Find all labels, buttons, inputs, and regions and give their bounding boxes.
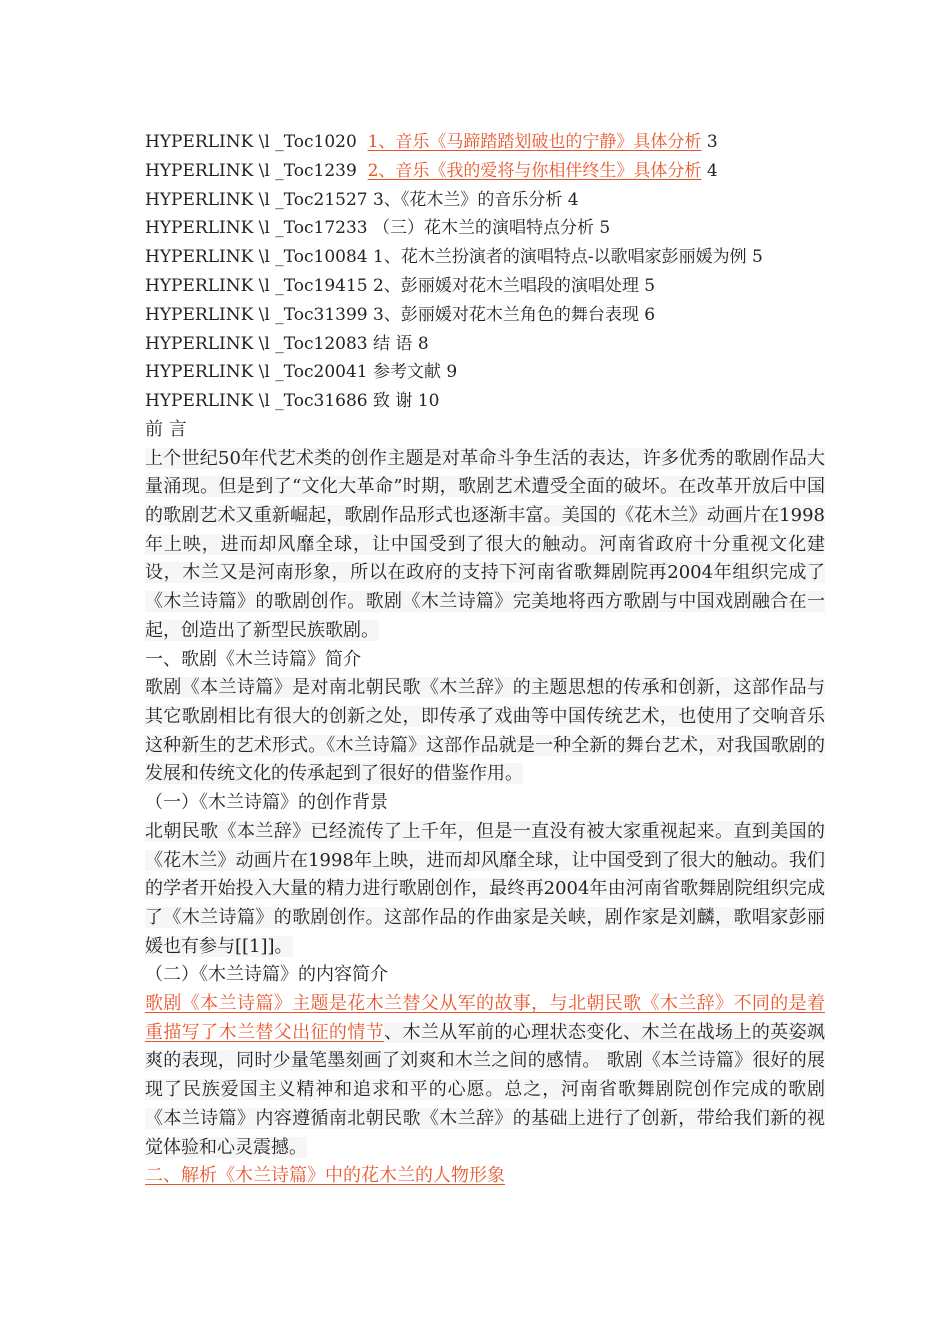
subsection-2-link-text[interactable]: 歌剧《本兰诗篇》主题是花木兰替父从军的故事，与北朝民歌《木兰辞》不同的是着重描写了木兰替父出征的情节 <box>145 993 825 1043</box>
subsection-1-heading-text: （一）《木兰诗篇》的创作背景 <box>145 792 388 814</box>
table-of-contents <box>145 128 825 416</box>
toc-link[interactable]: 1、音乐《马蹄踏踏划破也的宁静》具体分析 <box>367 132 702 152</box>
toc-field-code: HYPERLINK \l _Toc12083 <box>145 333 368 354</box>
subsection-2-body <box>145 990 825 1162</box>
section-2-heading-link[interactable]: 二、解析《木兰诗篇》中的花木兰的人物形象 <box>145 1165 505 1187</box>
toc-page-number: 6 <box>644 304 656 325</box>
toc-title: 2、彭丽媛对花木兰唱段的演唱处理 <box>373 275 639 296</box>
toc-entry[interactable] <box>145 157 825 186</box>
toc-title: 致 谢 <box>373 391 413 412</box>
section-2-heading <box>145 1162 825 1191</box>
toc-entry[interactable] <box>145 301 825 330</box>
toc-title: 3、《花木兰》的音乐分析 <box>373 189 563 210</box>
toc-page-number: 5 <box>644 275 656 296</box>
toc-title: 结 语 <box>373 333 413 354</box>
document-page <box>145 128 825 1191</box>
subsection-2-heading-text: （二）《木兰诗篇》的内容简介 <box>145 964 388 986</box>
subsection-2-heading <box>145 961 825 990</box>
section-1-body <box>145 674 825 789</box>
toc-field-code: HYPERLINK \l _Toc10084 <box>145 247 368 268</box>
toc-field-code: HYPERLINK \l _Toc19415 <box>145 275 368 296</box>
preface-heading: 前 言 <box>145 418 187 440</box>
toc-link[interactable]: 2、音乐《我的爱将与你相伴终生》具体分析 <box>367 160 702 181</box>
toc-page-number: 5 <box>751 247 763 268</box>
toc-entry[interactable] <box>145 186 825 215</box>
subsection-1-body <box>145 818 825 962</box>
preface-body <box>145 445 825 646</box>
section-1-heading: 一、歌剧《木兰诗篇》简介 <box>145 648 361 670</box>
toc-entry[interactable] <box>145 272 825 301</box>
subsection-1-text: 北朝民歌《本兰辞》已经流传了上千年，但是一直没有被大家重视起来。直到美国的《花木兰》动画片在1998年上映，进而却风靡全球，让中国受到了很大的触动。我们的学者开始投入大量的精力进行歌剧创作，最终再2004年由河南省歌舞剧院组织完成了《木兰诗篇》的歌剧创作。这部作品的作曲家是关峡，剧作家是刘麟，歌唱家彭丽媛也有参与[[1]]。 <box>145 820 825 957</box>
toc-title: 1、花木兰扮演者的演唱特点-以歌唱家彭丽媛为例 <box>373 247 747 268</box>
toc-entry[interactable] <box>145 358 825 387</box>
toc-entry[interactable] <box>145 214 825 243</box>
toc-page-number: 5 <box>599 218 611 239</box>
toc-page-number: 8 <box>417 333 429 354</box>
toc-field-code: HYPERLINK \l _Toc20041 <box>145 362 368 383</box>
toc-entry[interactable] <box>145 387 825 416</box>
toc-field-code: HYPERLINK \l _Toc1239 <box>145 160 357 181</box>
preface-text: 上个世纪50年代艺术类的创作主题是对革命斗争生活的表达，许多优秀的歌剧作品大量涌现。但是到了“文化大革命”时期，歌剧艺术遭受全面的破坏。在改革开放后中国的歌剧艺术又重新崛起，歌剧作品形式也逐渐丰富。美国的《花木兰》动画片在1998年上映，进而却风靡全球，让中国受到了很大的触动。河南省政府十分重视文化建设，木兰又是河南形象，所以在政府的支持下河南省歌舞剧院再2004年组织完成了《木兰诗篇》的歌剧创作。歌剧《木兰诗篇》完美地将西方歌剧与中国戏剧融合在一起，创造出了新型民族歌剧。 <box>145 447 825 641</box>
toc-field-code: HYPERLINK \l _Toc31686 <box>145 391 368 412</box>
toc-title: 3、彭丽媛对花木兰角色的舞台表现 <box>373 304 639 325</box>
subsection-1-heading <box>145 789 825 818</box>
toc-entry[interactable] <box>145 128 825 157</box>
toc-page-number: 10 <box>417 391 440 412</box>
toc-field-code: HYPERLINK \l _Toc21527 <box>145 189 368 210</box>
toc-page-number: 4 <box>706 160 718 181</box>
section-1-text: 歌剧《本兰诗篇》是对南北朝民歌《木兰辞》的主题思想的传承和创新，这部作品与其它歌剧相比有很大的创新之处，即传承了戏曲等中国传统艺术，也使用了交响音乐这种新生的艺术形式。《木兰诗篇》这部作品就是一种全新的舞台艺术，对我国歌剧的发展和传统文化的传承起到了很好的借鉴作用。 <box>145 677 825 785</box>
toc-field-code: HYPERLINK \l _Toc31399 <box>145 304 368 325</box>
toc-page-number: 9 <box>446 362 458 383</box>
toc-entry[interactable] <box>145 243 825 272</box>
toc-field-code: HYPERLINK \l _Toc17233 <box>145 218 368 239</box>
toc-page-number: 3 <box>706 132 718 152</box>
toc-entry[interactable] <box>145 330 825 359</box>
subsection-2-text: 、木兰从军前的心理状态变化、木兰在战场上的英姿飒爽的表现，同时少量笔墨刻画了刘爽和木兰之间的感情。 歌剧《本兰诗篇》很好的展现了民族爱国主义精神和追求和平的心愿。总之，河南省歌舞剧院创作完成的歌剧《本兰诗篇》内容遵循南北朝民歌《木兰辞》的基础上进行了创新，带给我们新的视觉体验和心灵震撼。 <box>145 1021 826 1158</box>
toc-title: 参考文献 <box>373 362 442 383</box>
toc-field-code: HYPERLINK \l _Toc1020 <box>145 132 357 152</box>
toc-page-number: 4 <box>567 189 579 210</box>
toc-title: （三）花木兰的演唱特点分析 <box>373 218 595 239</box>
